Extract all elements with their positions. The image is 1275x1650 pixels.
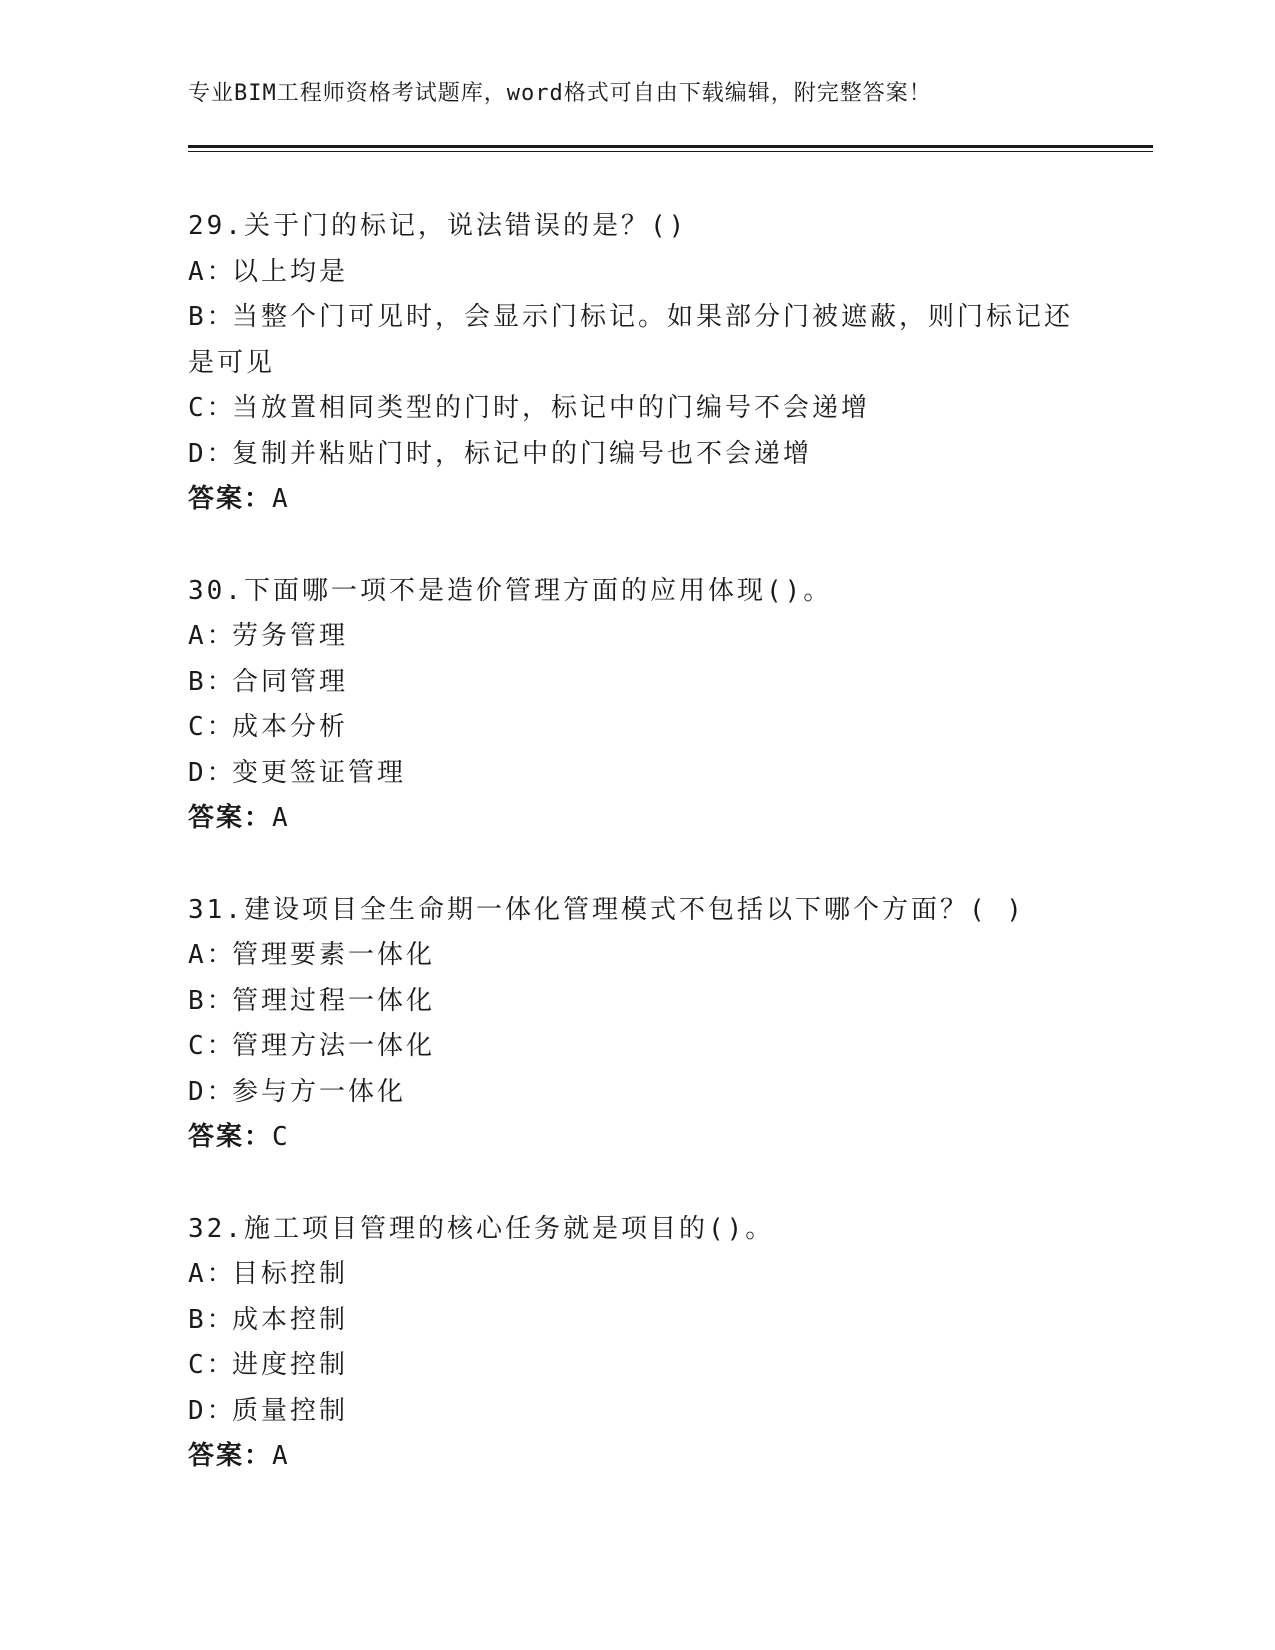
answer-label: 答案： bbox=[188, 484, 273, 514]
question-stem: 30.下面哪一项不是造价管理方面的应用体现()。 bbox=[188, 575, 833, 606]
question-31 bbox=[188, 888, 1088, 1161]
option-letter: A： bbox=[188, 621, 236, 651]
option-letter: C： bbox=[188, 1031, 236, 1061]
option-text: 复制并粘贴门时，标记中的门编号也不会递增 bbox=[232, 438, 813, 469]
option-b bbox=[188, 295, 1088, 386]
option-text: 当整个门可见时，会显示门标记。如果部分门被遮蔽，则门标记还是可见 bbox=[188, 302, 1074, 378]
answer-line bbox=[188, 1434, 1088, 1480]
answer-label: 答案： bbox=[188, 1441, 273, 1471]
option-text: 管理要素一体化 bbox=[232, 940, 436, 970]
question-30 bbox=[188, 569, 1088, 842]
question-stem: 32.施工项目管理的核心任务就是项目的()。 bbox=[188, 1213, 775, 1244]
question-29 bbox=[188, 204, 1088, 523]
option-letter: D： bbox=[188, 757, 236, 788]
option-b bbox=[188, 1298, 1088, 1344]
question-stem: 29.关于门的标记，说法错误的是？() bbox=[188, 211, 688, 241]
option-a bbox=[188, 933, 1088, 979]
question-32 bbox=[188, 1207, 1088, 1480]
option-letter: D： bbox=[188, 1395, 236, 1426]
option-d bbox=[188, 432, 1088, 478]
option-c bbox=[188, 1024, 1088, 1070]
answer-label: 答案： bbox=[188, 1122, 273, 1152]
option-text: 管理过程一体化 bbox=[232, 985, 436, 1016]
option-letter: C： bbox=[188, 393, 236, 423]
option-letter: B： bbox=[188, 302, 236, 332]
option-c bbox=[188, 705, 1088, 751]
answer-label: 答案： bbox=[188, 803, 273, 833]
option-letter: B： bbox=[188, 1304, 236, 1335]
option-d bbox=[188, 751, 1088, 797]
option-text: 进度控制 bbox=[232, 1350, 349, 1380]
option-text: 质量控制 bbox=[232, 1395, 349, 1426]
answer-line bbox=[188, 1115, 1088, 1161]
question-stem: 31.建设项目全生命期一体化管理模式不包括以下哪个方面？( ) bbox=[188, 894, 1025, 925]
option-text: 合同管理 bbox=[232, 666, 349, 697]
answer-line bbox=[188, 796, 1088, 842]
option-text: 参与方一体化 bbox=[232, 1076, 407, 1107]
option-d bbox=[188, 1070, 1088, 1116]
answer-value: A bbox=[272, 803, 290, 833]
option-letter: A： bbox=[188, 256, 236, 287]
option-text: 成本分析 bbox=[232, 712, 349, 742]
option-letter: A： bbox=[188, 940, 236, 970]
option-letter: A： bbox=[188, 1259, 236, 1289]
option-a bbox=[188, 1252, 1088, 1298]
page-header: 专业BIM工程师资格考试题库，word格式可自由下载编辑，附完整答案！ bbox=[188, 81, 932, 106]
option-text: 成本控制 bbox=[232, 1304, 349, 1335]
option-letter: B： bbox=[188, 985, 236, 1016]
option-text: 劳务管理 bbox=[232, 621, 349, 651]
header-rule-thick bbox=[188, 145, 1153, 148]
header-rule-thin bbox=[188, 151, 1153, 152]
option-b bbox=[188, 979, 1088, 1025]
option-b bbox=[188, 660, 1088, 706]
option-d bbox=[188, 1389, 1088, 1435]
option-letter: D： bbox=[188, 1076, 236, 1107]
option-text: 以上均是 bbox=[232, 256, 349, 287]
option-text: 管理方法一体化 bbox=[232, 1031, 436, 1061]
answer-value: A bbox=[272, 1441, 290, 1471]
answer-value: A bbox=[272, 484, 290, 514]
option-c bbox=[188, 1343, 1088, 1389]
option-text: 目标控制 bbox=[232, 1259, 349, 1289]
option-letter: B： bbox=[188, 666, 236, 697]
answer-line bbox=[188, 477, 1088, 523]
option-letter: C： bbox=[188, 712, 236, 742]
option-a bbox=[188, 614, 1088, 660]
option-c bbox=[188, 386, 1088, 432]
option-letter: C： bbox=[188, 1350, 236, 1380]
question-list bbox=[188, 204, 1088, 1526]
option-text: 当放置相同类型的门时，标记中的门编号不会递增 bbox=[232, 393, 871, 423]
option-letter: D： bbox=[188, 438, 236, 469]
answer-value: C bbox=[272, 1122, 290, 1152]
option-a bbox=[188, 250, 1088, 296]
option-text: 变更签证管理 bbox=[232, 757, 407, 788]
